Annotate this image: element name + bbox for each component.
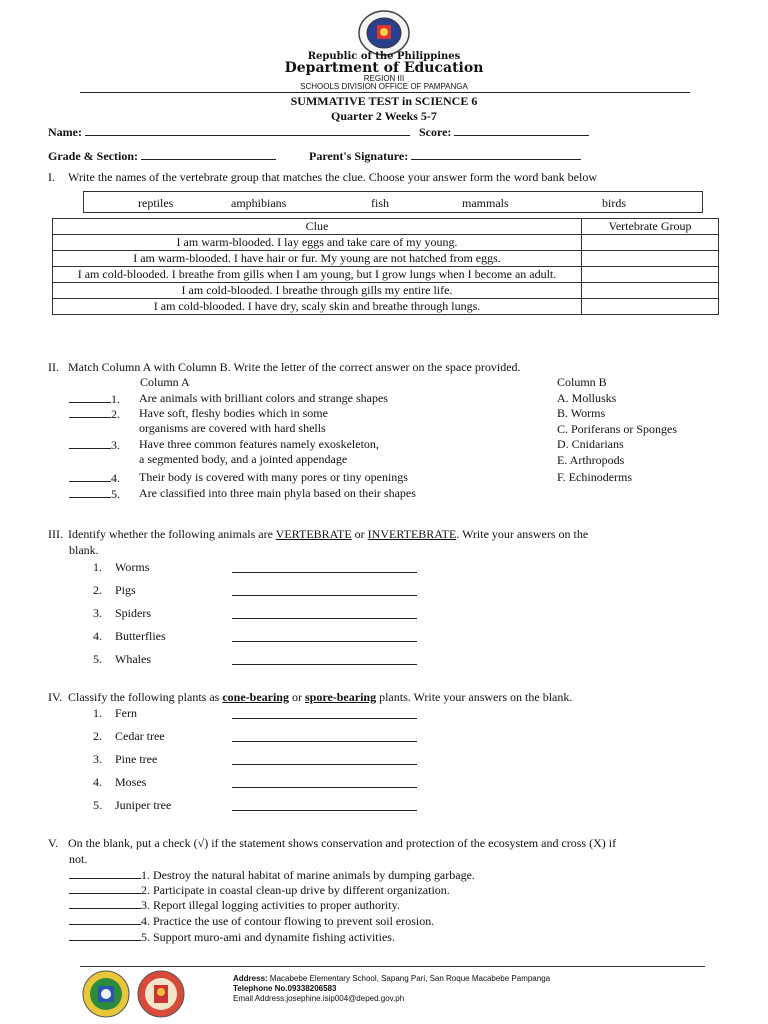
statement-text: 5. Support muro-ami and dynamite fishing activities. bbox=[141, 930, 395, 944]
table-header-row bbox=[53, 219, 719, 235]
answer-blank[interactable] bbox=[232, 607, 417, 619]
column-b-option: E. Arthropods bbox=[557, 453, 625, 467]
grade-field[interactable] bbox=[141, 148, 276, 160]
item-number: 4. bbox=[111, 471, 120, 485]
spore-bearing-keyword: spore-bearing bbox=[304, 690, 377, 704]
list-item bbox=[93, 652, 151, 667]
statement-item bbox=[69, 913, 434, 929]
answer-blank[interactable] bbox=[232, 730, 417, 742]
email-label: Email Address: bbox=[233, 994, 287, 1003]
item-text: Have three common features namely exoskeleton, bbox=[139, 437, 379, 451]
item-number: 3. bbox=[111, 438, 120, 452]
republic-text: Republic of the Philippines bbox=[307, 51, 461, 62]
item-name: Pine tree bbox=[115, 752, 158, 766]
table-row bbox=[53, 299, 719, 315]
match-item-5 bbox=[69, 486, 416, 502]
item-name: Moses bbox=[115, 775, 147, 789]
footer-phone bbox=[233, 984, 336, 994]
match-item-3 bbox=[69, 437, 379, 466]
clue-table bbox=[52, 218, 719, 315]
item-text: Are animals with brilliant colors and strange shapes bbox=[139, 391, 388, 405]
part5-heading bbox=[48, 836, 616, 851]
item-text: Have soft, fleshy bodies which in some bbox=[139, 406, 328, 420]
part3-number: III. bbox=[48, 527, 63, 541]
list-item bbox=[93, 583, 136, 598]
list-item bbox=[93, 752, 157, 767]
column-a-header: Column A bbox=[140, 375, 190, 389]
answer-blank[interactable] bbox=[69, 486, 111, 498]
answer-blank[interactable] bbox=[69, 913, 141, 925]
part2-instruction: Match Column A with Column B. Write the letter of the correct answer on the space provided. bbox=[68, 360, 521, 374]
answer-blank[interactable] bbox=[232, 561, 417, 573]
table-row bbox=[53, 235, 719, 251]
answer-blank[interactable] bbox=[69, 391, 111, 403]
grade-label: Grade & Section: bbox=[48, 149, 138, 163]
statement-item bbox=[69, 882, 450, 898]
clue-cell: I am cold-blooded. I breathe from gills when I am young, but I grow lungs when I become an adult. bbox=[53, 267, 582, 283]
word-bank-item: amphibians bbox=[231, 196, 287, 210]
name-field[interactable] bbox=[85, 124, 410, 136]
part4-number: IV. bbox=[48, 690, 63, 704]
division-logo bbox=[136, 970, 186, 1018]
part1-heading bbox=[48, 170, 597, 185]
clue-cell: I am cold-blooded. I have dry, scaly skin and breathe through lungs. bbox=[53, 299, 582, 315]
item-number: 3. bbox=[93, 752, 102, 766]
word-bank-item: fish bbox=[371, 196, 389, 210]
answer-blank[interactable] bbox=[69, 929, 141, 941]
column-b-header: Column B bbox=[557, 375, 607, 389]
word-bank bbox=[83, 191, 703, 213]
item-number: 5. bbox=[93, 652, 102, 666]
table-row bbox=[53, 251, 719, 267]
statement-item bbox=[69, 867, 475, 883]
division-text: SCHOOLS DIVISION OFFICE OF PAMPANGA bbox=[300, 82, 468, 91]
item-number: 3. bbox=[93, 606, 102, 620]
name-label: Name: bbox=[48, 125, 82, 139]
item-text: Are classified into three main phyla based on their shapes bbox=[139, 486, 416, 500]
table-row bbox=[53, 283, 719, 299]
test-title: SUMMATIVE TEST in SCIENCE 6 bbox=[290, 94, 478, 108]
answer-blank[interactable] bbox=[232, 653, 417, 665]
list-item bbox=[93, 798, 171, 813]
answer-cell[interactable] bbox=[582, 283, 719, 299]
statement-text: 1. Destroy the natural habitat of marine animals by dumping garbage. bbox=[141, 868, 475, 882]
item-number: 2. bbox=[93, 583, 102, 597]
item-name: Worms bbox=[115, 560, 150, 574]
clue-cell: I am warm-blooded. I have hair or fur. My young are not hatched from eggs. bbox=[53, 251, 582, 267]
address-label: Address: bbox=[233, 974, 268, 983]
answer-blank[interactable] bbox=[69, 437, 111, 449]
part4-instruction-post: plants. Write your answers on the blank. bbox=[376, 690, 573, 704]
part4-heading bbox=[48, 690, 572, 705]
column-b-option: A. Mollusks bbox=[557, 391, 617, 405]
answer-blank[interactable] bbox=[69, 882, 141, 894]
item-text: organisms are covered with hard shells bbox=[139, 421, 326, 435]
email-value[interactable]: josephine.isip004@deped.gov.ph bbox=[286, 994, 405, 1003]
score-field[interactable] bbox=[454, 124, 589, 136]
list-item bbox=[93, 629, 166, 644]
answer-blank[interactable] bbox=[69, 470, 111, 482]
phone-label: Telephone No. bbox=[233, 984, 288, 993]
part3-instruction-post: . Write your answers on the bbox=[456, 527, 589, 541]
part2-number: II. bbox=[48, 360, 59, 374]
answer-blank[interactable] bbox=[232, 584, 417, 596]
answer-blank[interactable] bbox=[232, 776, 417, 788]
list-item bbox=[93, 560, 149, 575]
answer-blank[interactable] bbox=[69, 867, 141, 879]
parent-field[interactable] bbox=[411, 148, 581, 160]
column-b-option: C. Poriferans or Sponges bbox=[557, 422, 677, 436]
part3-instruction-mid: or bbox=[351, 527, 368, 541]
item-number: 1. bbox=[93, 706, 102, 720]
answer-blank[interactable] bbox=[232, 753, 417, 765]
part4-instruction-pre: Classify the following plants as bbox=[68, 690, 223, 704]
region-text: REGION III bbox=[363, 74, 405, 83]
deped-seal bbox=[358, 10, 410, 56]
answer-blank[interactable] bbox=[69, 406, 111, 418]
answer-cell[interactable] bbox=[582, 299, 719, 315]
col-clue-header: Clue bbox=[53, 219, 582, 235]
item-text: Their body is covered with many pores or tiny openings bbox=[139, 470, 408, 484]
footer-address bbox=[233, 974, 550, 984]
vertebrate-keyword: VERTEBRATE bbox=[275, 527, 352, 541]
col-group-header: Vertebrate Group bbox=[582, 219, 719, 235]
item-name: Whales bbox=[115, 652, 151, 666]
item-name: Spiders bbox=[115, 606, 151, 620]
match-item-1 bbox=[69, 391, 388, 407]
item-name: Cedar tree bbox=[115, 729, 165, 743]
part5-instruction-line2: not. bbox=[69, 852, 88, 866]
list-item bbox=[93, 775, 146, 790]
item-number: 4. bbox=[93, 775, 102, 789]
quarter-text: Quarter 2 Weeks 5-7 bbox=[331, 109, 437, 123]
address-value: Macabebe Elementary School, Sapang Pari, San Roque Macabebe Pampanga bbox=[269, 974, 551, 983]
statement-item bbox=[69, 929, 395, 945]
item-number: 1. bbox=[93, 560, 102, 574]
part5-number: V. bbox=[48, 836, 59, 850]
clue-cell: I am warm-blooded. I lay eggs and take care of my young. bbox=[53, 235, 582, 251]
answer-blank[interactable] bbox=[232, 799, 417, 811]
column-b-option: F. Echinoderms bbox=[557, 470, 633, 484]
part1-number: I. bbox=[48, 170, 55, 184]
item-number: 5. bbox=[111, 487, 120, 501]
item-name: Juniper tree bbox=[115, 798, 172, 812]
answer-blank[interactable] bbox=[69, 897, 141, 909]
clue-cell: I am cold-blooded. I breathe through gills my entire life. bbox=[53, 283, 582, 299]
column-b-option: D. Cnidarians bbox=[557, 437, 624, 451]
phone-value: 09338206583 bbox=[287, 984, 337, 993]
part4-instruction-mid: or bbox=[288, 690, 305, 704]
part2-heading bbox=[48, 360, 521, 375]
item-name: Pigs bbox=[115, 583, 136, 597]
item-name: Fern bbox=[115, 706, 137, 720]
parent-label: Parent's Signature: bbox=[308, 149, 409, 163]
cone-bearing-keyword: cone-bearing bbox=[222, 690, 289, 704]
footer-divider bbox=[80, 966, 705, 967]
answer-cell[interactable] bbox=[582, 267, 719, 283]
statement-item bbox=[69, 897, 400, 913]
part3-instruction-pre: Identify whether the following animals are bbox=[68, 527, 276, 541]
score-label: Score: bbox=[418, 125, 452, 139]
item-number: 5. bbox=[93, 798, 102, 812]
footer-email bbox=[233, 994, 404, 1004]
word-bank-item: reptiles bbox=[138, 196, 174, 210]
part3-heading bbox=[48, 527, 708, 542]
statement-text: 4. Practice the use of contour flowing to prevent soil erosion. bbox=[141, 914, 435, 928]
item-text: a segmented body, and a jointed appendage bbox=[139, 452, 348, 466]
list-item bbox=[93, 729, 165, 744]
part1-instruction: Write the names of the vertebrate group that matches the clue. Choose your answer form the word bank below bbox=[68, 170, 598, 184]
statement-text: 2. Participate in coastal clean-up drive by different organization. bbox=[141, 883, 450, 897]
answer-blank[interactable] bbox=[232, 707, 417, 719]
answer-cell[interactable] bbox=[582, 251, 719, 267]
answer-cell[interactable] bbox=[582, 235, 719, 251]
item-number: 1. bbox=[111, 392, 120, 406]
match-item-4 bbox=[69, 470, 408, 486]
school-logo bbox=[82, 970, 130, 1018]
item-name: Butterflies bbox=[115, 629, 166, 643]
statement-text: 3. Report illegal logging activities to proper authority. bbox=[141, 898, 400, 912]
name-row bbox=[48, 124, 589, 140]
column-b-option: B. Worms bbox=[557, 406, 606, 420]
item-number: 2. bbox=[93, 729, 102, 743]
part5-instruction: On the blank, put a check (√) if the statement shows conservation and protection of the ecosystem and cross (X) if bbox=[68, 836, 617, 850]
answer-blank[interactable] bbox=[232, 630, 417, 642]
word-bank-item: birds bbox=[602, 196, 626, 210]
match-item-2 bbox=[69, 406, 328, 435]
header-divider bbox=[80, 92, 690, 93]
item-number: 4. bbox=[93, 629, 102, 643]
item-number: 2. bbox=[111, 407, 120, 421]
word-bank-item: mammals bbox=[462, 196, 509, 210]
department-text: Department of Education bbox=[284, 60, 484, 76]
table-row bbox=[53, 267, 719, 283]
part3-instruction-line2: blank. bbox=[69, 543, 99, 557]
list-item bbox=[93, 706, 137, 721]
list-item bbox=[93, 606, 151, 621]
invertebrate-keyword: INVERTEBRATE bbox=[367, 527, 457, 541]
grade-row bbox=[48, 148, 581, 164]
